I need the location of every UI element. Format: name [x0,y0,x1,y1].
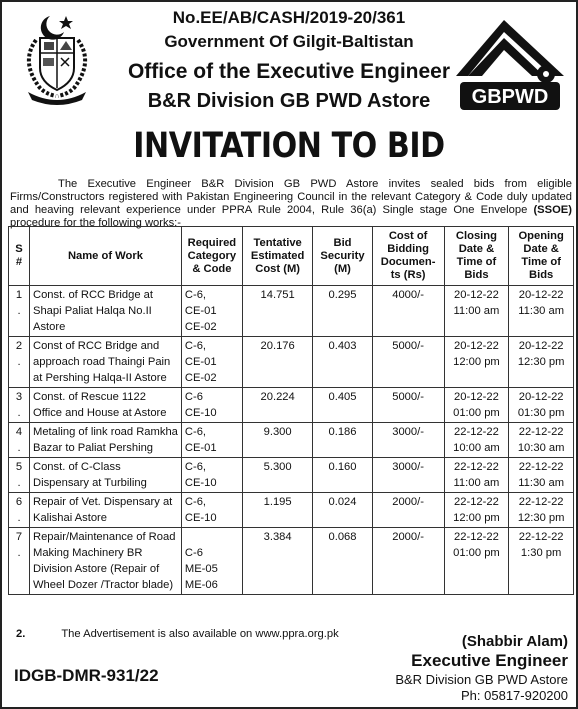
gbpwd-logo [454,16,566,116]
cell-name: Repair/Maintenance of Road Making Machinery BR Division Astore (Repair of Wheel Dozer /Tractor blade) [30,528,182,595]
intro-bold: (SSOE) [533,204,572,216]
cell-category: C-6 ME-05 ME-06 [181,528,242,595]
cell-doc-cost: 4000/- [372,286,444,337]
header-closing: Closing Date & Time of Bids [444,227,509,286]
cell-cost: 14.751 [242,286,312,337]
cell-sn: 2 . [9,337,30,388]
cell-security: 0.024 [313,493,372,528]
table-row [9,528,574,595]
cell-name: Const. of Rescue 1122 Office and House at Astore [30,388,182,423]
intro-text: The Executive Engineer B&R Division GB PWD Astore invites sealed bids from eligible Firms/Constructors registered with Pakistan Engineering Council in the relevant Category & Code duly updated and heaving relevant experience under PPRA Rule 2004, Rule 36(a) Single stage One Envelope [10,178,572,216]
header-cost: Tentative Estimated Cost (M) [242,227,312,286]
header-security: Bid Security (M) [313,227,372,286]
cell-doc-cost: 5000/- [372,337,444,388]
cell-category: C-6 CE-10 [181,388,242,423]
header-sn: S # [9,227,30,286]
header [2,2,576,130]
cell-closing: 20-12-22 12:00 pm [444,337,509,388]
table-header-row [9,227,574,286]
government-name: Government Of Gilgit-Baltistan [164,32,414,51]
cell-sn: 1 . [9,286,30,337]
header-category: Required Category & Code [181,227,242,286]
cell-cost: 5.300 [242,458,312,493]
cell-name: Metaling of link road Ramkha Bazar to Paliat Pershing [30,423,182,458]
signatory-title: Executive Engineer [411,651,568,670]
cell-security: 0.186 [313,423,372,458]
cell-doc-cost: 3000/- [372,423,444,458]
reference-number: No.EE/AB/CASH/2019-20/361 [172,8,406,27]
cell-sn: 3 . [9,388,30,423]
signatory-phone: Ph: 05817-920200 [461,688,568,703]
cell-sn: 6 . [9,493,30,528]
notice-title: INVITATION TO BID [133,126,445,166]
cell-closing: 20-12-22 01:00 pm [444,388,509,423]
logo-text: GBPWD [471,86,549,108]
cell-security: 0.295 [313,286,372,337]
cell-doc-cost: 2000/- [372,528,444,595]
works-table [8,226,574,595]
cell-name: Const. of C-Class Dispensary at Turbiling [30,458,182,493]
signature-block [395,633,568,703]
intro-paragraph [10,178,572,230]
cell-cost: 3.384 [242,528,312,595]
cell-cost: 20.224 [242,388,312,423]
cell-category: C-6, CE-10 [181,493,242,528]
table-row [9,286,574,337]
office-name: Office of the Executive Engineer [127,60,451,83]
table-row [9,388,574,423]
table-row [9,493,574,528]
cell-closing: 22-12-22 10:00 am [444,423,509,458]
cell-doc-cost: 3000/- [372,458,444,493]
cell-sn: 5 . [9,458,30,493]
cell-opening: 20-12-22 12:30 pm [509,337,574,388]
cell-category: C-6, CE-01 CE-02 [181,337,242,388]
cell-opening: 20-12-22 01:30 pm [509,388,574,423]
cell-cost: 9.300 [242,423,312,458]
cell-doc-cost: 2000/- [372,493,444,528]
header-doc-cost: Cost of Bidding Documen- ts (Rs) [372,227,444,286]
cell-opening: 22-12-22 10:30 am [509,423,574,458]
cell-security: 0.068 [313,528,372,595]
table-row [9,423,574,458]
footnote-text: The Advertisement is also available on www.ppra.org.pk [61,628,339,640]
cell-category: C-6, CE-01 [181,423,242,458]
cell-category: C-6, CE-10 [181,458,242,493]
intro-tail: procedure for the following works:- [10,217,181,229]
cell-security: 0.160 [313,458,372,493]
header-opening: Opening Date & Time of Bids [509,227,574,286]
cell-closing: 20-12-22 11:00 am [444,286,509,337]
cell-name: Repair of Vet. Dispensary at Kalishai Astore [30,493,182,528]
cell-doc-cost: 5000/- [372,388,444,423]
division-name: B&R Division GB PWD Astore [147,90,431,112]
table-row [9,458,574,493]
table-row [9,337,574,388]
cell-opening: 22-12-22 11:30 am [509,458,574,493]
cell-closing: 22-12-22 12:00 pm [444,493,509,528]
cell-opening: 20-12-22 11:30 am [509,286,574,337]
cell-category: C-6, CE-01 CE-02 [181,286,242,337]
signatory-office: B&R Division GB PWD Astore [395,672,568,687]
footnote-number: 2. [16,628,26,640]
cell-opening: 22-12-22 1:30 pm [509,528,574,595]
cell-sn: 4 . [9,423,30,458]
cell-sn: 7 . [9,528,30,595]
signatory-name: (Shabbir Alam) [461,633,568,650]
cell-name: Const of RCC Bridge and approach road Thaingi Pain at Pershing Halqa-II Astore [30,337,182,388]
cell-name: Const. of RCC Bridge at Shapi Paliat Halqa No.II Astore [30,286,182,337]
advertisement-reference: IDGB-DMR-931/22 [14,666,159,685]
cell-security: 0.405 [313,388,372,423]
header-name: Name of Work [30,227,182,286]
cell-cost: 1.195 [242,493,312,528]
footnote [16,628,339,640]
cell-security: 0.403 [313,337,372,388]
cell-cost: 20.176 [242,337,312,388]
cell-closing: 22-12-22 01:00 pm [444,528,509,595]
cell-opening: 22-12-22 12:30 pm [509,493,574,528]
cell-closing: 22-12-22 11:00 am [444,458,509,493]
